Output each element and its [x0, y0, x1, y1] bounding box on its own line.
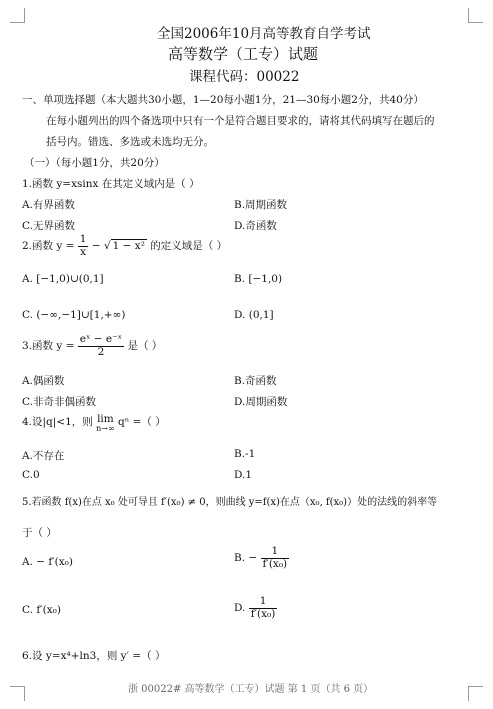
q3-suffix: 是（ ）: [127, 340, 163, 353]
q2-stem: 2.函数 y = $\frac{1}{x}$ − √ 1 − x² 的定义域是（ ）: [22, 233, 228, 258]
q2-prefix: 2.函数 y =: [22, 240, 75, 253]
q3-option-c: C.非奇非偶函数: [22, 396, 96, 408]
q5-option-d-prefix: D.: [234, 602, 246, 615]
q1-option-b: B.周期函数: [234, 199, 288, 211]
q4-stem-text: 4.设|q|<1，则: [22, 416, 93, 428]
crop-mark-bottom-left: [10, 686, 25, 701]
crop-mark-top-left: [10, 8, 25, 23]
q3-denominator: 2: [97, 345, 105, 358]
q4-limit: [96, 414, 115, 433]
q1-stem: 1.函数 y=xsinx 在其定义域内是（ ）: [22, 178, 200, 190]
q5-option-b: [234, 546, 289, 570]
q5-option-a: A. − f′(x₀): [22, 556, 73, 568]
q5-option-d-fraction: [249, 596, 278, 620]
q3-numerator: eˣ − e⁻ˣ: [79, 333, 123, 345]
q1-option-a: A.有界函数: [22, 199, 75, 211]
q2-option-a: A. [−1,0)∪(0,1]: [22, 273, 104, 285]
q5-option-d-denominator: f′(x₀): [250, 607, 276, 620]
q4-option-b: B.-1: [234, 448, 256, 460]
q1-option-d: D.奇函数: [234, 220, 277, 232]
section-title: 一、单项选择题（本大题共30小题，1—20每小题1分，21—30每小题2分，共40分）: [22, 94, 424, 106]
q2-radicand: 1 − x²: [112, 240, 145, 253]
q5-option-d: [234, 596, 277, 620]
q3-option-a: A.偶函数: [22, 375, 65, 387]
q3-prefix: 3.函数 y =: [22, 340, 75, 353]
q5-option-b-fraction: [261, 546, 290, 570]
q4-lim-text: lim: [97, 413, 114, 425]
q2-fraction: [78, 234, 89, 258]
q2-numerator: 1: [79, 233, 87, 245]
crop-mark-top-right: [468, 8, 483, 23]
course-code: 课程代码：00022: [189, 69, 300, 85]
q4-expression: qⁿ =（ ）: [118, 416, 166, 428]
q2-option-b: B. [−1,0): [234, 273, 283, 285]
q4-stem: [22, 414, 166, 433]
q2-option-d: D. (0,1]: [234, 309, 274, 321]
section-desc-2: 括号内。错选、多选或未选均无分。: [46, 136, 214, 148]
q5-option-b-denominator: f′(x₀): [262, 557, 288, 570]
sub-section-title: （一）（每小题1分，共20分）: [24, 157, 165, 169]
q2-minus: −: [91, 240, 101, 253]
q5-option-c: C. f′(x₀): [22, 604, 61, 616]
crop-mark-bottom-right: [468, 686, 483, 701]
q6-stem: 6.设 y=x⁴+ln3，则 y′ =（ ）: [22, 650, 166, 662]
q5-stem-line1: 5.若函数 f(x)在点 x₀ 处可导且 f′(x₀) ≠ 0，则曲线 y=f(x)在点（x₀, f(x₀)）处的法线的斜率等: [22, 497, 438, 508]
q3-fraction: [78, 334, 124, 358]
section-desc-1: 在每小题列出的四个备选项中只有一个是符合题目要求的，请将其代码填写在题后的: [46, 115, 435, 127]
exam-title: 全国2006年10月高等教育自学考试: [157, 26, 371, 42]
q5-option-b-prefix: B. −: [234, 552, 258, 565]
q2-option-c: C. (−∞,−1]∪[1,+∞): [22, 309, 126, 321]
q4-option-d: D.1: [234, 469, 253, 481]
q4-option-a: A.不存在: [22, 450, 65, 462]
q3-stem: [22, 334, 162, 358]
q2-suffix: 的定义域是（ ）: [150, 240, 228, 253]
exam-subject: 高等数学（工专）试题: [168, 45, 319, 63]
q5-option-d-numerator: 1: [249, 596, 278, 609]
page-footer: 浙 00022# 高等数学（工专）试题 第 1 页（共 6 页）: [128, 684, 374, 695]
q5-option-b-numerator: 1: [261, 546, 290, 559]
q4-option-c: C.0: [22, 469, 40, 481]
q4-lim-subscript: n→∞: [96, 423, 115, 433]
q5-stem-line2: 于（ ）: [22, 527, 57, 539]
q1-option-c: C.无界函数: [22, 220, 75, 232]
q3-option-b: B.奇函数: [234, 375, 277, 387]
q3-option-d: D.周期函数: [234, 396, 288, 408]
q2-denominator: x: [80, 245, 87, 258]
